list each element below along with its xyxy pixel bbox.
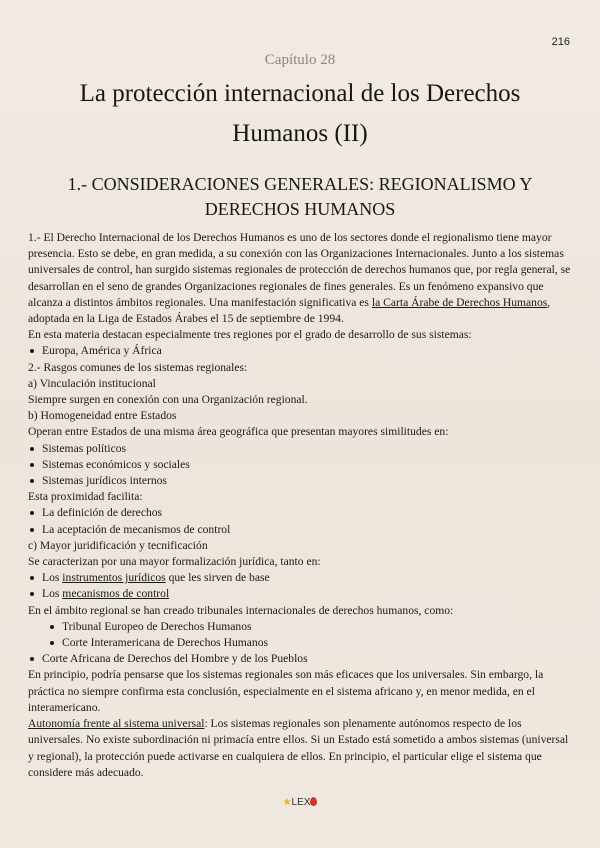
list-item: Corte Interamericana de Derechos Humanos (28, 635, 572, 651)
text-b: Operan entre Estados de una misma área geográfica que presentan mayores similitudes en: (28, 425, 449, 439)
text-c: Se caracterizan por una mayor formalización jurídica, tanto en: (28, 555, 321, 569)
drop-icon (310, 797, 317, 806)
list-item: Tribunal Europeo de Derechos Humanos (28, 619, 572, 635)
section-heading: 1.- CONSIDERACIONES GENERALES: REGIONALISMO Y DERECHOS HUMANOS (67, 174, 533, 219)
paragraph-tribunals: En el ámbito regional se han creado tribunales internacionales de derechos humanos, como: (28, 603, 454, 617)
text-b2: Esta proximidad facilita: (28, 490, 143, 504)
footer-brand: LEX (291, 797, 311, 808)
list-item: Sistemas políticos (28, 441, 572, 457)
list-item: Europa, América y África (28, 343, 572, 359)
tribunals-list (28, 651, 572, 667)
paragraph-intro: 1.- El Derecho Internacional de los Derechos Humanos es uno de los sectores donde el regionalismo tiene mayor presencia. Esto se debe, en gran medida, a su conexión con las Organizaciones Internacionales. Junto a los sistemas universales de control, han surgido sistemas regionales de protección de derechos humanos que, por regla general, se desarrollan en el seno de grandes Organizaciones regionales de fines generales. Es un fenómeno expansivo que alcanza a distintos ámbitos regionales. Una manifestación significativa es la Carta Árabe de Derechos Humanos, adoptada en la Liga de Estados Árabes el 15 de septiembre de 1994. (28, 231, 571, 326)
footer-watermark (0, 797, 600, 808)
list-item: La aceptación de mecanismos de control (28, 522, 572, 538)
subheading-c: c) Mayor juridificación y tecnificación (28, 538, 208, 552)
paragraph-common-traits: 2.- Rasgos comunes de los sistemas regionales: (28, 360, 248, 374)
subheading-b: b) Homogeneidad entre Estados (28, 409, 177, 423)
paragraph-efficacy: En principio, podría pensarse que los sistemas regionales son más eficaces que los universales. Sin embargo, la práctica no siempre confirma esta conclusión, especialmente en el sistema africano y, en menor medida, en el interamericano. (28, 668, 544, 714)
tribunals-indented-list (28, 619, 572, 651)
paragraph-regions: En esta materia destacan especialmente tres regiones por el grado de desarrollo de sus sistemas: (28, 328, 472, 342)
list-item: Corte Africana de Derechos del Hombre y de los Pueblos (28, 651, 572, 667)
formalization-list (28, 570, 572, 602)
regions-list (28, 343, 572, 359)
paragraph-autonomy: Autonomía frente al sistema universal: Los sistemas regionales son plenamente autónomos respecto de los universales. No existe subordinación ni primacía entre ellos. Si un Estado está sometido a ambos sistemas (universal y regional), la protección puede activarse en cualquiera de ellos. En principio, el particular elige el sistema que considere más adecuado. (28, 717, 569, 779)
list-item: La definición de derechos (28, 505, 572, 521)
similarities-list (28, 441, 572, 490)
facilitates-list (28, 505, 572, 537)
body-text (28, 230, 572, 781)
star-icon: ★ (282, 797, 292, 808)
text-a: Siempre surgen en conexión con una Organización regional. (28, 393, 308, 407)
page-number: 216 (551, 36, 570, 48)
page-title: La protección internacional de los Derechos Humanos (II) (79, 80, 521, 147)
chapter-label: Capítulo 28 (264, 52, 336, 68)
autonomy-heading: Autonomía frente al sistema universal (28, 717, 205, 731)
arab-charter-link: la Carta Árabe de Derechos Humanos (371, 295, 548, 309)
list-item: Sistemas económicos y sociales (28, 457, 572, 473)
subheading-a: a) Vinculación institucional (28, 376, 156, 390)
list-item: Sistemas jurídicos internos (28, 473, 572, 489)
legal-instruments-link: instrumentos jurídicos (62, 571, 166, 585)
list-item: Los mecanismos de control (28, 586, 572, 602)
control-mechanisms-link: mecanismos de control (62, 587, 170, 601)
list-item: Los instrumentos jurídicos que les sirven de base (28, 570, 572, 586)
